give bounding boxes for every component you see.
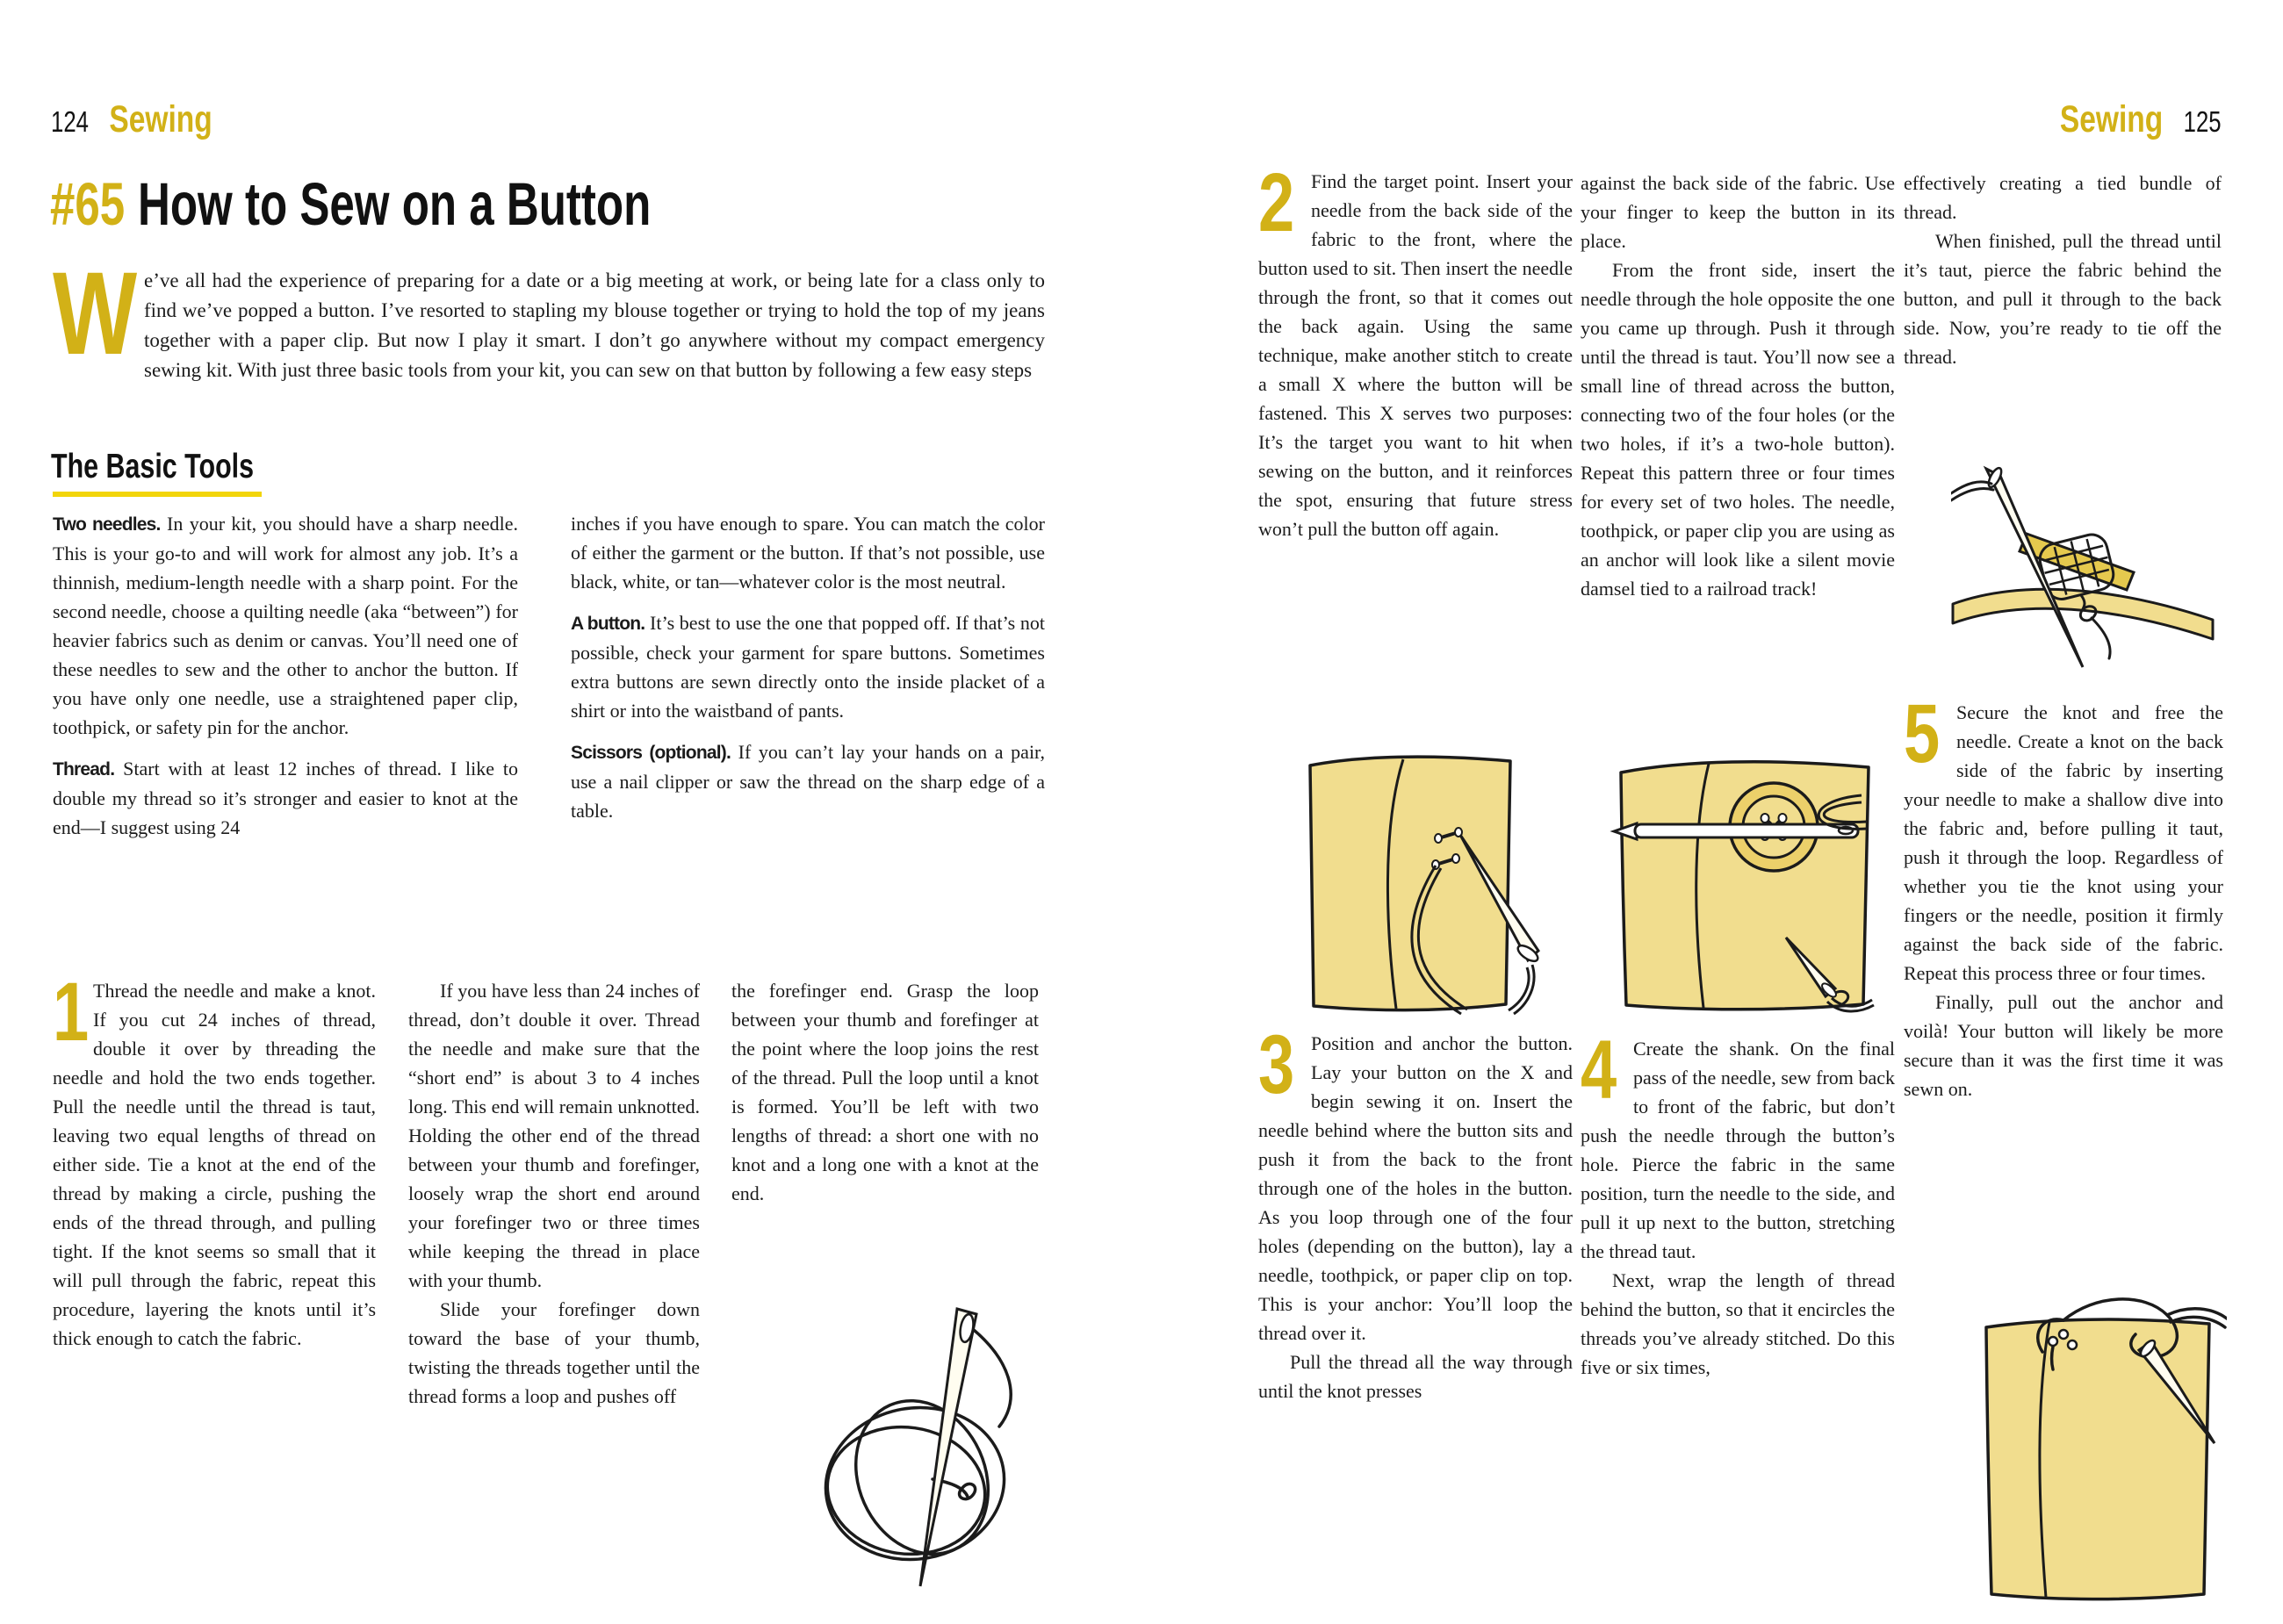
step-4-block (1581, 1024, 1895, 1382)
step-1-column-2 (408, 976, 700, 1411)
step-1-col2-paragraph-1: If you have less than 24 inches of thread, don’t double it over. Thread the needle and make sure that the “short end” is about 3 to 4 inches long. This end will remain unknotted. Holding the other end of the thread between your thumb and forefinger, loosely wrap the short end around your forefinger two or three times while keeping the thread in place with your thumb. (408, 980, 700, 1291)
step-4-cont-paragraph-2: When finished, pull the thread until it’s taut, pierce the fabric behind the button, and pull it through to the back side. Now, you’re ready to tie off the thread. (1904, 230, 2222, 368)
tools-heading-rule (53, 492, 262, 497)
step-1-col3-paragraph: the forefinger end. Grasp the loop between your thumb and forefinger at the point where the loop joins the rest of the thread. Pull the loop until a knot is formed. You’ll be left with two lengths of thread: a short one with no knot and a long one with a knot at the end. (731, 980, 1039, 1204)
shank-wrap-illustration (1951, 455, 2215, 696)
step-1-col2-paragraph-2: Slide your forefinger down toward the base of your thumb, twisting the threads together until the thread forms a loop and pushes off (408, 1298, 700, 1407)
intro-text: e’ve all had the experience of preparing for a date or a big meeting at work, or being late for a class only to find we’ve popped a button. I’ve resorted to stapling my blouse together or trying to hold the top of my jeans together with a paper clip. But now I play it smart. I don’t go anywhere without my compact emergency sewing kit. With just three basic tools from your kit, you can sew on that button by following a few easy steps (144, 269, 1045, 381)
tools-columns (53, 509, 1045, 842)
right-running-head (2060, 98, 2222, 141)
article-number: #65 (50, 170, 126, 238)
step-3-text: 3 Position and anchor the button. Lay your button on the X and begin sewing it on. Insert the needle behind where the button sits and push it from the back to the front through one of the holes in the button. As you loop through one of the four holes (depending on the button), lay a needle, toothpick, or paper clip on top. This is your anchor: You’ll loop the thread over it. (1258, 1018, 1573, 1344)
right-running-head-word: Sewing (2060, 98, 2164, 140)
left-running-head-word: Sewing (109, 98, 212, 140)
step-4-continuation (1904, 169, 2222, 371)
tools-column-2 (571, 509, 1045, 842)
step-3-number: 3 (1258, 1018, 1295, 1111)
tools-two-needles: Two needles. In your kit, you should have a sharp needle. This is your go-to and will work for almost any job. It’s a thinnish, medium-length needle with a sharp point. For the second needle, choose a quilting needle (aka “between”) for heavier fabrics such as denim or canvas. You’ll need one of these needles to sew and the other to anchor the button. If you have only one needle, use a straightened paper clip, toothpick, or safety pin for the anchor. (53, 513, 519, 738)
article-title-text: How to Sew on a Button (137, 170, 652, 238)
right-page-number: 125 (2184, 105, 2222, 138)
fabric-swatch (1986, 1319, 2209, 1599)
tools-thread: Thread. Start with at least 12 inches of thread. I like to double my thread so it’s stronger and easier to knot at the end—I suggest using 24 (53, 758, 519, 838)
step-3-paragraph-2: Pull the thread all the way through until the knot presses (1258, 1351, 1573, 1402)
fabric-knot-tieoff-illustration (1963, 1271, 2227, 1603)
intro-dropcap: W (53, 248, 138, 379)
step-1-number: 1 (53, 966, 90, 1059)
step-1-column-1 (53, 966, 376, 1411)
tools-a-button: A button. It’s best to use the one that popped off. If that’s not possible, check your garment for spare buttons. Sometimes extra buttons are sewn directly onto the inside placket of a shirt or into the waistband of pants. (571, 612, 1046, 722)
step-5-paragraph-2: Finally, pull out the anchor and voilà! Your button will likely be more secure than it was the first time it was sewn on. (1904, 991, 2223, 1100)
step-5-text: 5 Secure the knot and free the needle. Create a knot on the back side of the fabric by inserting your needle to make a shallow dive into the fabric and, before pulling it taut, push it through the loop. Regardless of whether you tie the knot using your fingers or the needle, position it firmly against the back side of the fabric. Repeat this process three or four times. (1904, 687, 2223, 984)
step-2-number: 2 (1258, 156, 1295, 249)
needle-and-knotted-thread-illustration (748, 1277, 1042, 1598)
tools-column-1 (53, 509, 518, 842)
step-3-block (1258, 1018, 1573, 1405)
step-3-cont-paragraph-2: From the front side, insert the needle through the hole opposite the one you came up through. Push it through until the thread is taut. You’ll now see a small line of thread across the button, connecting two of the four holes (or the two holes, if it’s a two-hole button). Repeat this pattern three or four times for every set of two holes. The needle, toothpick, or paper clip you are using as an anchor will look like a silent movie damsel tied to a railroad track! (1581, 259, 1895, 600)
step-4-number: 4 (1581, 1024, 1617, 1117)
step-1-text: 1 Thread the needle and make a knot. If you cut 24 inches of thread, double it over by threading the needle and hold the two ends together. Pull the needle until the thread is taut, leaving two equal lengths of thread on either side. Tie a knot at the end of the thread by making a circle, pushing the ends of the thread through, and pulling tight. If the knot seems so small that it will pull through the fabric, repeat this procedure, layering the knots until it’s thick enough to catch the fabric. (53, 966, 376, 1349)
left-running-head (51, 98, 212, 141)
left-page-number: 124 (51, 105, 89, 138)
tools-scissors: Scissors (optional). If you can’t lay your hands on a pair, use a nail clipper or saw the thread on the sharp edge of a table. (571, 741, 1046, 822)
fabric-button-anchor-illustration (1605, 751, 1884, 1015)
step-3-cont-paragraph-1: against the back side of the fabric. Use your finger to keep the button in its place. (1581, 172, 1895, 252)
thread-coils (814, 1323, 1017, 1576)
step-2-text: 2 Find the target point. Insert your needle from the back side of the fabric to the front, where the button used to sit. Then insert the needle through the front, so that it comes out the back again. Using the same technique, make another stitch to create a small X where the button will be fastened. This X serves two purposes: It’s the target you want to hit when sewing on the button, and it reinforces the spot, ensuring that future stress won’t pull the button off again. (1258, 156, 1573, 540)
step-3-continuation (1581, 169, 1895, 603)
step-5-block (1904, 687, 2223, 1103)
tools-thread-continued: inches if you have enough to spare. You can match the color of either the garment or the button. If that’s not possible, use black, white, or tan—whatever color is the most neutral. (571, 513, 1045, 593)
step-4-text: 4 Create the shank. On the final pass of the needle, sew from back to front of the fabric, but don’t push the needle through the button’s hole. Pierce the fabric in the same position, turn the needle to the side, and pull it up next to the button, stretching the thread taut. (1581, 1024, 1895, 1262)
step-2-block (1258, 156, 1573, 543)
step-5-number: 5 (1904, 687, 1941, 780)
step-4-paragraph-2: Next, wrap the length of thread behind the button, so that it encircles the threads you’ve already stitched. Do this five or six times, (1581, 1269, 1895, 1378)
step-4-cont-paragraph-1: effectively creating a tied bundle of thread. (1904, 172, 2222, 223)
fabric-x-stitch-illustration (1289, 748, 1552, 1016)
fabric-swatch (1310, 757, 1510, 1010)
anchor-needle-icon (1614, 823, 1858, 839)
tools-section-heading: The Basic Tools (51, 448, 255, 485)
article-title (50, 170, 862, 238)
intro-paragraph (53, 248, 1045, 385)
